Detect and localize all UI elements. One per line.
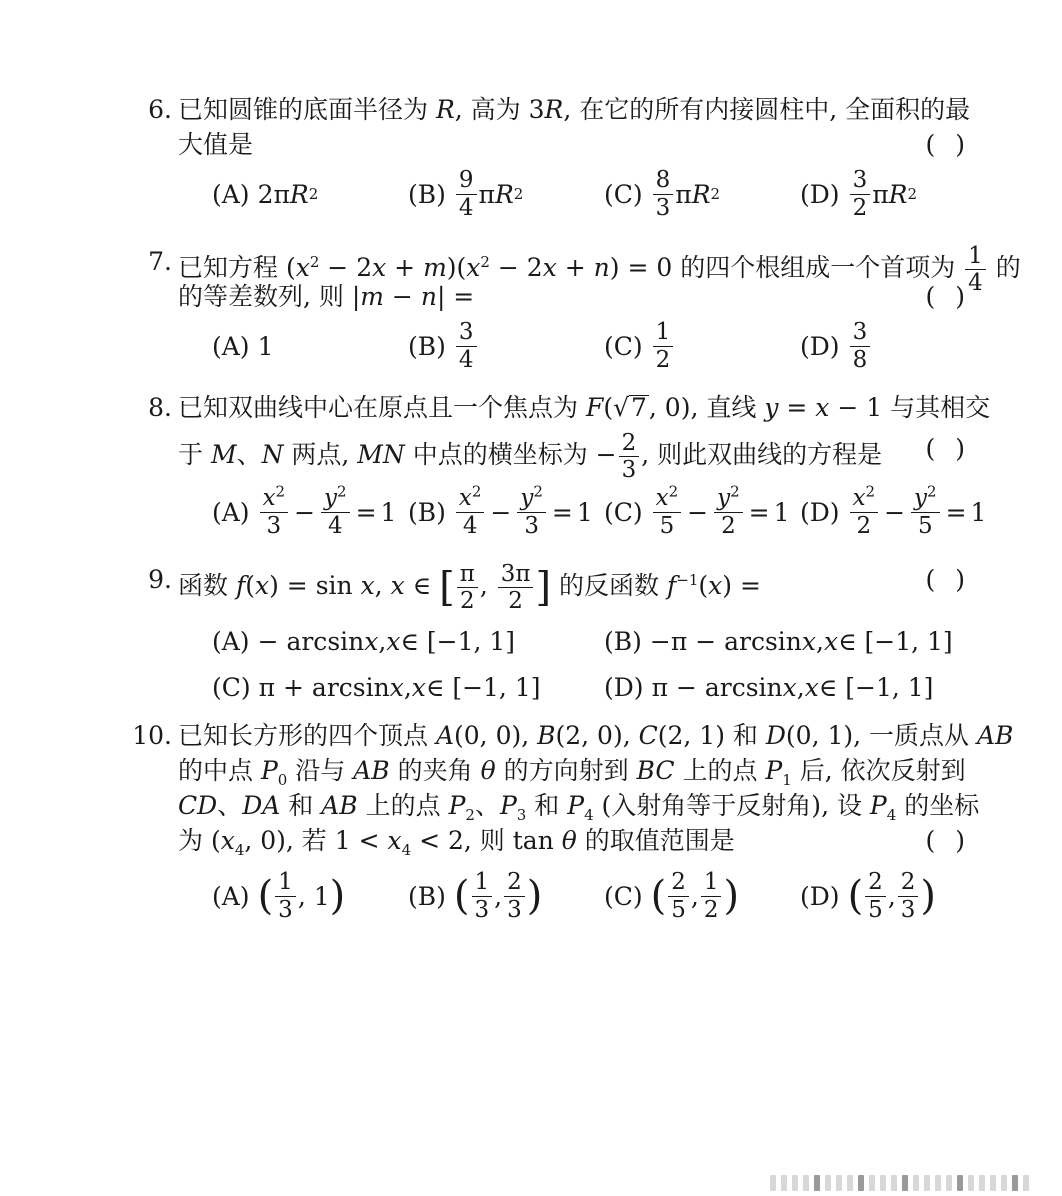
options-row-1 <box>178 618 993 664</box>
option-a: (A) 2π R 2 <box>212 166 318 222</box>
option-label: (A) <box>212 626 250 656</box>
answer-bracket: ( ) <box>925 282 971 311</box>
option-label: (D) <box>800 331 840 361</box>
question-9 <box>148 561 993 710</box>
answer-bracket: ( ) <box>925 826 971 855</box>
question-stem-line-1: 已知长方形的四个顶点 A(0, 0), B(2, 0), C(2, 1) 和 D(0, 1), 一质点从 AB <box>178 721 1014 750</box>
option-c: (C) π + arcsin x , x ∈ [−1, 1] <box>212 664 541 710</box>
option-label: (D) <box>800 179 840 209</box>
question-8 <box>148 390 993 540</box>
viewer-scroll-indicator[interactable] <box>770 1172 1040 1194</box>
option-label: (A) <box>212 331 250 361</box>
question-stem-line-2: 的等差数列, 则 |m − n| = ( ) <box>178 279 993 314</box>
option-b: (B) ( $\frac{1}{3}$ , $\frac{2}{3}$ ) <box>408 869 543 923</box>
answer-bracket: ( ) <box>925 130 971 159</box>
question-stem-line-2: 于 M、N 两点, MN 中点的横坐标为 − $\frac{2}{3}$ , 则此双曲线的方程是 ( ) <box>178 430 971 484</box>
question-number: 9. <box>148 565 172 594</box>
option-a: (A) 1 <box>212 318 273 374</box>
option-label: (A) <box>212 497 250 527</box>
option-d: (D) ( $\frac{2}{5}$ , $\frac{2}{3}$ ) <box>800 869 937 923</box>
option-label: (D) <box>800 497 840 527</box>
options-row-2 <box>178 664 993 710</box>
option-b: (B) $\frac{x^2}{4}$ − $\frac{y^2}{3}$ = 1 <box>408 482 593 539</box>
question-number: 8. <box>148 393 172 422</box>
question-number: 6. <box>148 95 172 124</box>
option-label: (B) <box>408 331 446 361</box>
question-number: 7. <box>148 247 172 276</box>
question-stem-line-3: CD、DA 和 AB 上的点 $P_2$、$P_3$ 和 $P_4$ (入射角等于反射角), 设 $P_4$ 的坐标 <box>178 791 980 824</box>
option-label: (C) <box>604 497 643 527</box>
option-b: (B) $\frac{9}{4}$ π R 2 <box>408 167 524 221</box>
option-a: (A) $\frac{x^2}{3}$ − $\frac{y^2}{4}$ = 1 <box>212 482 397 539</box>
option-a: (A) − arcsin x , x ∈ [−1, 1] <box>212 618 515 664</box>
question-stem-line-2: 的中点 $P_0$ 沿与 AB 的夹角 θ 的方向射到 BC 上的点 $P_1$ 后, 依次反射到 <box>178 756 966 789</box>
question-6 <box>148 92 993 222</box>
option-label: (C) <box>604 179 643 209</box>
option-c: (C) $\frac{x^2}{5}$ − $\frac{y^2}{2}$ = 1 <box>604 482 790 539</box>
option-label: (C) <box>212 672 251 702</box>
option-label: (C) <box>604 881 643 911</box>
question-10 <box>132 718 1014 924</box>
option-b: (B) −π − arcsin x , x ∈ [−1, 1] <box>604 618 953 664</box>
answer-bracket: ( ) <box>925 565 971 594</box>
option-b: (B) $\frac{3}{4}$ <box>408 318 479 374</box>
option-d: (D) $\frac{x^2}{2}$ − $\frac{y^2}{5}$ = 1 <box>800 482 987 539</box>
question-number: 10. <box>132 721 172 750</box>
question-7 <box>148 243 1021 374</box>
option-label: (D) <box>800 881 840 911</box>
option-d: (D) $\frac{3}{8}$ <box>800 318 872 374</box>
question-stem-line-1: 已知双曲线中心在原点且一个焦点为 F(√7, 0), 直线 y = x − 1 与其相交 <box>178 393 991 422</box>
option-c: (C) $\frac{8}{3}$ π R 2 <box>604 167 721 221</box>
options-row <box>178 484 993 540</box>
option-label: (B) <box>408 881 446 911</box>
option-label: (B) <box>408 179 446 209</box>
option-c: (C) $\frac{1}{2}$ <box>604 318 675 374</box>
option-c: (C) ( $\frac{2}{5}$ , $\frac{1}{2}$ ) <box>604 869 740 923</box>
option-label: (A) <box>212 881 250 911</box>
options-row <box>178 318 993 374</box>
question-stem-line-1: 函数 f(x) = sin x, x ∈ [ $\frac{\pi}{2}$ , $\frac{3\pi}{2}$ ] 的反函数 $f^{-1}(x)$ = ( ) <box>178 561 971 615</box>
question-stem-line-4: 为 ($x_4$, 0), 若 $1 < x_4 < 2$, 则 tan θ 的取值范围是 ( ) <box>178 823 993 858</box>
question-stem-line-2: 大值是 ( ) <box>178 127 993 162</box>
option-label: (B) <box>408 497 446 527</box>
options-row <box>178 868 993 924</box>
option-d: (D) $\frac{3}{2}$ π R 2 <box>800 167 918 221</box>
options-row <box>178 166 993 222</box>
question-stem-line-1: 已知方程 $(x^2 - 2x + m)(x^2 - 2x + n) = 0$ 的四个根组成一个首项为 $\frac{1}{4}$ 的 <box>178 243 1021 297</box>
option-label: (D) <box>604 672 644 702</box>
option-label: (B) <box>604 626 642 656</box>
option-d: (D) π − arcsin x , x ∈ [−1, 1] <box>604 664 933 710</box>
question-stem-line-1: 已知圆锥的底面半径为 R, 高为 3R, 在它的所有内接圆柱中, 全面积的最 <box>178 95 971 124</box>
option-label: (C) <box>604 331 643 361</box>
option-a: (A) ( $\frac{1}{3}$ , 1 ) <box>212 869 346 923</box>
answer-bracket: ( ) <box>925 434 971 463</box>
option-label: (A) <box>212 179 250 209</box>
